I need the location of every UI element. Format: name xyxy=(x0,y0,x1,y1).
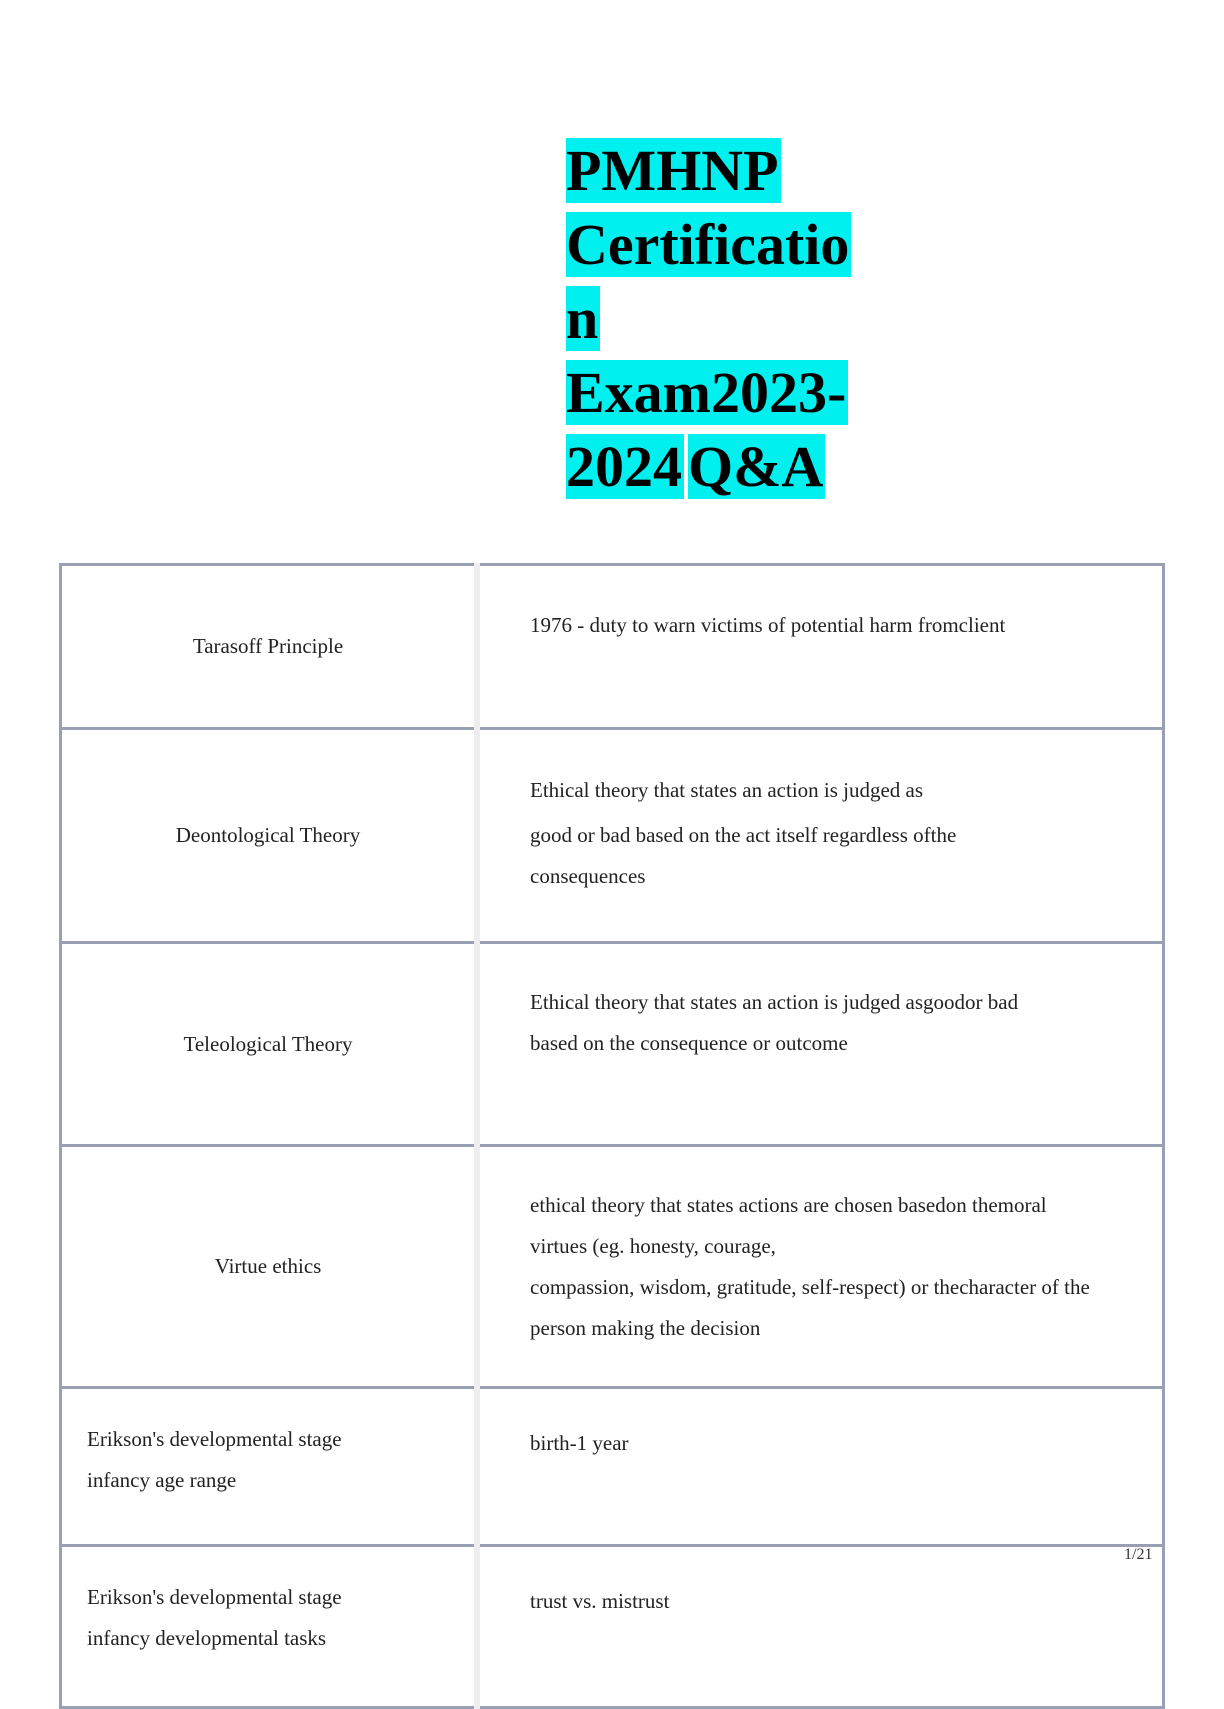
definition-text: 1976 - duty to warn victims of potential harm fromclient xyxy=(530,613,1006,637)
title-text: Certificatio xyxy=(566,212,850,277)
term-cell xyxy=(61,943,478,1146)
term-text: Teleological Theory xyxy=(183,1031,353,1056)
definition-cell xyxy=(477,565,1164,729)
definition-text: person making the decision xyxy=(530,1316,761,1340)
term-cell xyxy=(61,565,478,729)
term-cell xyxy=(61,1146,478,1388)
term-text: Erikson's developmental stage xyxy=(87,1427,342,1451)
title-line xyxy=(566,430,851,504)
title-text: Exam2023- xyxy=(566,360,847,425)
term-cell xyxy=(61,1546,478,1708)
table-row xyxy=(61,1388,1164,1546)
definition-cell xyxy=(477,943,1164,1146)
term-cell xyxy=(61,1388,478,1546)
table-row xyxy=(61,565,1164,729)
table-row xyxy=(61,729,1164,943)
title-line xyxy=(566,134,851,208)
title-text: PMHNP xyxy=(566,138,779,203)
title-line xyxy=(566,208,851,282)
title-text: 2024 xyxy=(566,434,682,499)
definition-text: compassion, wisdom, gratitude, self-respect) or thecharacter of the xyxy=(530,1275,1090,1299)
term-text: Virtue ethics xyxy=(214,1254,322,1278)
term-text: infancy developmental tasks xyxy=(87,1626,327,1650)
definition-text: Ethical theory that states an action is judged as xyxy=(530,778,924,802)
table-row xyxy=(61,943,1164,1146)
title-line xyxy=(566,282,851,356)
term-text: Tarasoff Principle xyxy=(192,634,344,658)
definition-cell xyxy=(477,1546,1164,1708)
definition-text: consequences xyxy=(530,864,646,888)
table-row xyxy=(61,1146,1164,1388)
definition-cell xyxy=(477,1388,1164,1546)
qa-table xyxy=(59,563,1165,1709)
definition-text: Ethical theory that states an action is judged asgoodor bad xyxy=(530,990,1019,1014)
document-title xyxy=(566,134,851,504)
title-line xyxy=(566,356,851,430)
title-text: Q&A xyxy=(688,434,824,499)
term-text: Deontological Theory xyxy=(175,823,361,847)
definition-text: ethical theory that states actions are chosen basedon themoral xyxy=(530,1193,1047,1217)
table-row xyxy=(61,1546,1164,1708)
definition-text: good or bad based on the act itself regardless ofthe xyxy=(530,823,957,847)
term-text: Erikson's developmental stage xyxy=(87,1585,342,1609)
definition-text: based on the consequence or outcome xyxy=(530,1031,848,1055)
definition-text: virtues (eg. honesty, courage, xyxy=(530,1234,776,1258)
page-number: 1/21 xyxy=(1124,1546,1153,1563)
term-cell xyxy=(61,729,478,943)
definition-cell xyxy=(477,1146,1164,1388)
definition-text: trust vs. mistrust xyxy=(530,1589,670,1613)
title-text: n xyxy=(566,286,599,351)
definition-text: birth-1 year xyxy=(530,1431,629,1455)
term-text: infancy age range xyxy=(87,1468,237,1492)
definition-cell xyxy=(477,729,1164,943)
